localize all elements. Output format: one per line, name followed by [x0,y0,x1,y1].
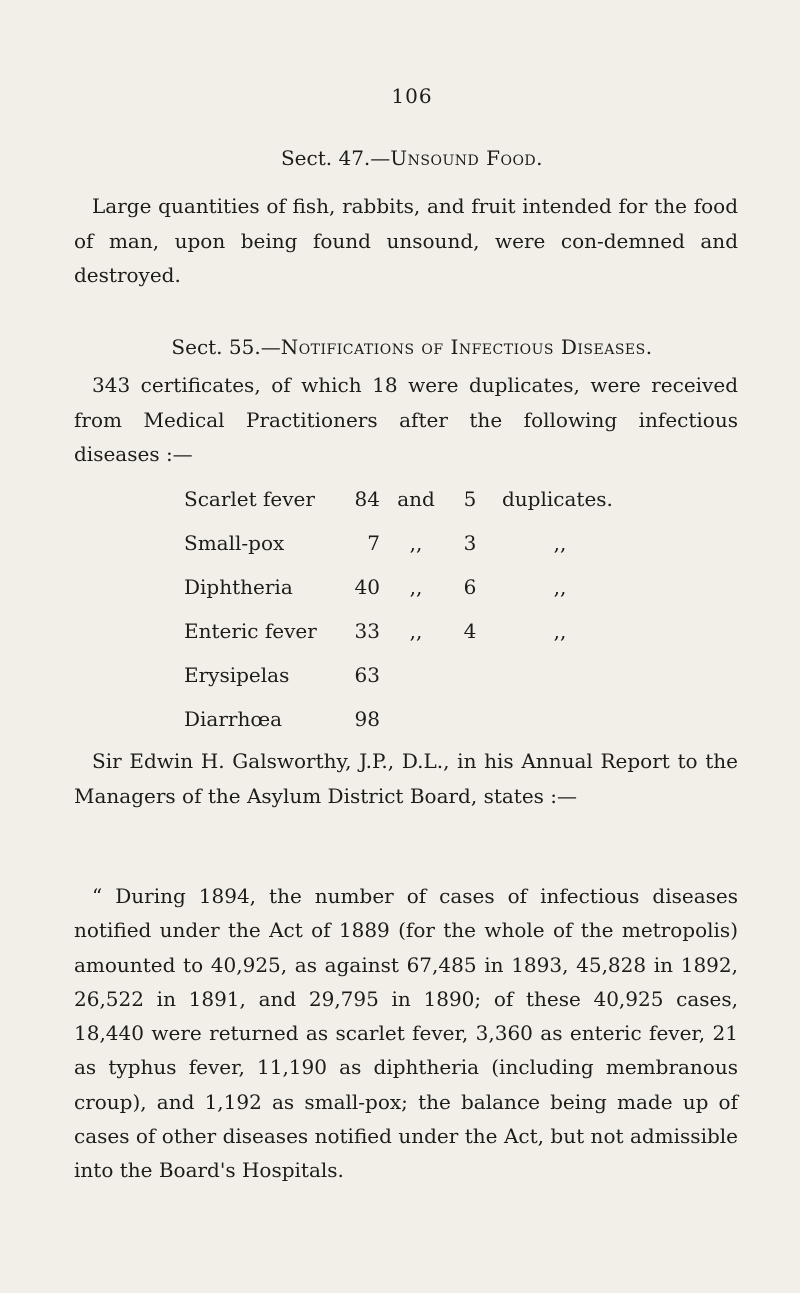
disease-count: 84 [354,487,380,511]
disease-table [184,477,632,741]
and-connector [380,653,452,697]
disease-name: Small-pox [184,531,285,555]
and-connector: ,, [409,619,423,643]
duplicate-count: 3 [463,531,477,555]
duplicates-label: ,, [553,531,567,555]
disease-count: 63 [354,663,380,687]
section-55-heading [0,335,800,359]
disease-name: Erysipelas [184,663,290,687]
table-row [184,697,632,741]
disease-name: Scarlet fever [184,487,315,511]
and-connector [380,697,452,741]
duplicates-label: ,, [553,619,567,643]
disease-count: 98 [354,707,380,731]
disease-count: 40 [354,575,380,599]
duplicate-count: 6 [463,575,477,599]
duplicates-label: ,, [553,575,567,599]
duplicate-count: 5 [463,487,477,511]
and-connector: ,, [409,531,423,555]
disease-count: 33 [354,619,380,643]
section-47-heading [0,146,800,170]
page-number: 106 [391,84,433,108]
duplicate-count: 4 [463,619,477,643]
duplicates-label [488,697,632,741]
table-row [184,609,632,653]
disease-name: Diphtheria [184,575,293,599]
duplicate-count [452,697,488,741]
and-connector: and [397,487,435,511]
disease-count: 7 [367,531,380,555]
section-47-prefix: Sect. 47.— [280,146,391,170]
table-row [184,477,632,521]
table-row [184,565,632,609]
duplicates-label: duplicates. [502,487,613,511]
table-row [184,521,632,565]
duplicates-label [488,653,632,697]
duplicate-count [452,653,488,697]
disease-name: Diarrhœa [184,707,283,731]
section-55-title: Notifications of Infectious Diseases. [280,335,653,359]
disease-name: Enteric fever [184,619,317,643]
section-55-prefix: Sect. 55.— [171,335,281,359]
and-connector: ,, [409,575,423,599]
section-47-title: Unsound Food. [390,146,543,170]
report-quote: “ During 1894, the number of cases of infectious diseases notified under the Act of 1889 (for the whole of the metropolis) amounted to 40,925, as against 67,485 in 1893, 45,828 in 1892, 26,522 in 1891, and 29,795 in 1890; of these 40,925 cases, 18,440 were returned as scarlet fever, 3,360 as enteric fever, 21 as typhus fever, 11,190 as diphtheria (including membranous croup), and 1,192 as small-pox; the balance being made up of cases of other diseases notified under the Act, but not admissible into the Board's Hospitals. [74,884,738,1183]
section-47-body: Large quantities of fish, rabbits, and fruit intended for the food of man, upon being found unsound, were con-demned and destroyed. [74,194,738,287]
report-intro: Sir Edwin H. Galsworthy, J.P., D.L., in his Annual Report to the Managers of the Asylum District Board, states :— [74,749,738,808]
section-55-intro: 343 certificates, of which 18 were duplicates, were received from Medical Practitioners after the following infectious diseases :— [74,373,738,466]
table-row [184,653,632,697]
